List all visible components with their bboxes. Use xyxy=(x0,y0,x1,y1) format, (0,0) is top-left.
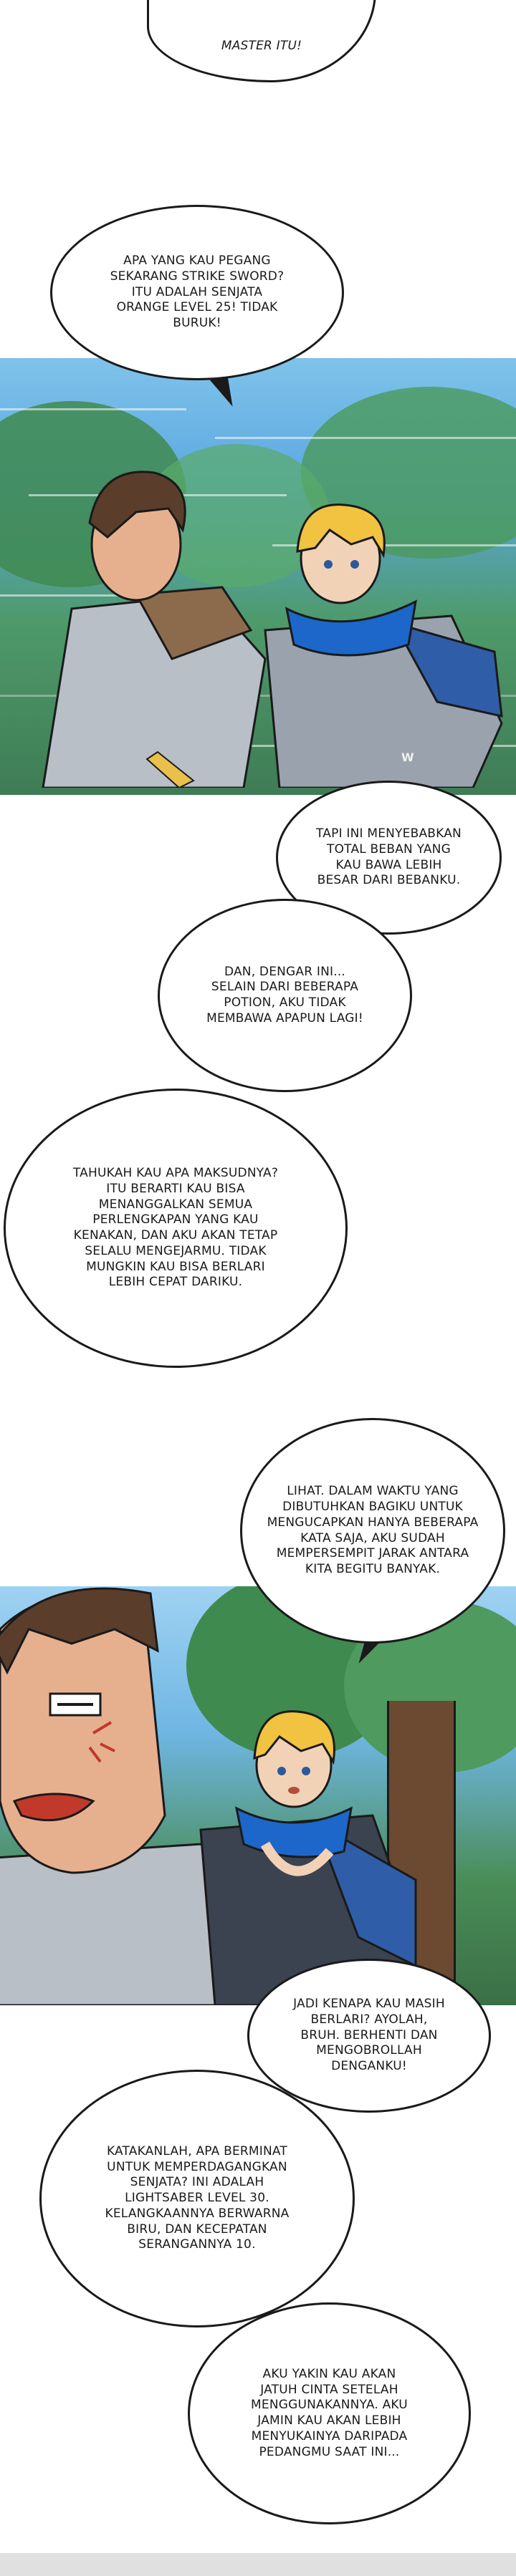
speech-bubble-top xyxy=(147,0,376,82)
speech-bubble-maksud xyxy=(4,1089,348,1368)
bubble-text-strike-sword: APA YANG KAU PEGANG SEKARANG STRIKE SWORD? ITU ADALAH SENJATA ORANGE LEVEL 25! TIDAK BURUK! xyxy=(110,254,285,331)
panel-forest-scene xyxy=(0,1586,516,2005)
speech-bubble-strike-sword xyxy=(50,205,344,380)
panel-running-scene xyxy=(0,358,516,795)
watermark: W xyxy=(401,751,414,764)
bubble-text-potion: DAN, DENGAR INI... SELAIN DARI BEBERAPA POTION, AKU TIDAK MEMBAWA APAPUN LAGI! xyxy=(206,964,363,1026)
speed-line xyxy=(215,437,516,439)
speed-line xyxy=(0,408,186,410)
speech-bubble-lightsaber xyxy=(39,2070,355,2327)
speech-bubble-lihat xyxy=(240,1418,505,1644)
bubble-text-maksud: TAHUKAH KAU APA MAKSUDNYA? ITU BERARTI KAU BISA MENANGGALKAN SEMUA PERLENGKAPAN YANG KAU KENAKAN, DAN AKU AKAN TETAP SELALU MENGEJARMU. TIDAK MUNGKIN KAU BISA BERLARI LEBIH CEPAT DARIKU. xyxy=(72,1166,279,1290)
page-footer-strip xyxy=(0,2553,516,2576)
speech-bubble-cinta xyxy=(188,2302,471,2524)
bubble-text-berlari: JADI KENAPA KAU MASIH BERLARI? AYOLAH, BRUH. BERHENTI DAN MENGOBROLLAH DENGANKU! xyxy=(293,1997,445,2074)
bubble-text-cinta: AKU YAKIN KAU AKAN JATUH CINTA SETELAH MENGGUNAKANNYA. AKU JAMIN KAU AKAN LEBIH MENYUKAINYA DARIPADA PEDANGMU SAAT INI... xyxy=(251,2366,408,2459)
bubble-text-top: MASTER ITU! xyxy=(221,39,302,54)
speech-bubble-potion xyxy=(158,899,412,1092)
blond-boy-character xyxy=(236,487,509,788)
bubble-text-lihat: LIHAT. DALAM WAKTU YANG DIBUTUHKAN BAGIKU UNTUK MENGUCAPKAN HANYA BEBERAPA KATA SAJA, AKU SUDAH MEMPERSEMPIT JARAK ANTARA KITA BEGITU BANYAK. xyxy=(267,1484,479,1576)
bubble-text-beban: TAPI INI MENYEBABKAN TOTAL BEBAN YANG KAU BAWA LEBIH BESAR DARI BEBANKU. xyxy=(316,826,462,888)
speech-bubble-berlari xyxy=(247,1959,491,2113)
bubble-text-lightsaber: KATAKANLAH, APA BERMINAT UNTUK MEMPERDAGANGKAN SENJATA? INI ADALAH LIGHTSABER LEVEL 30. KELANGKAANNYA BERWARNA BIRU, DAN KECEPATAN SERANGANNYA 10. xyxy=(105,2143,290,2252)
blond-boy-character xyxy=(186,1665,423,2005)
